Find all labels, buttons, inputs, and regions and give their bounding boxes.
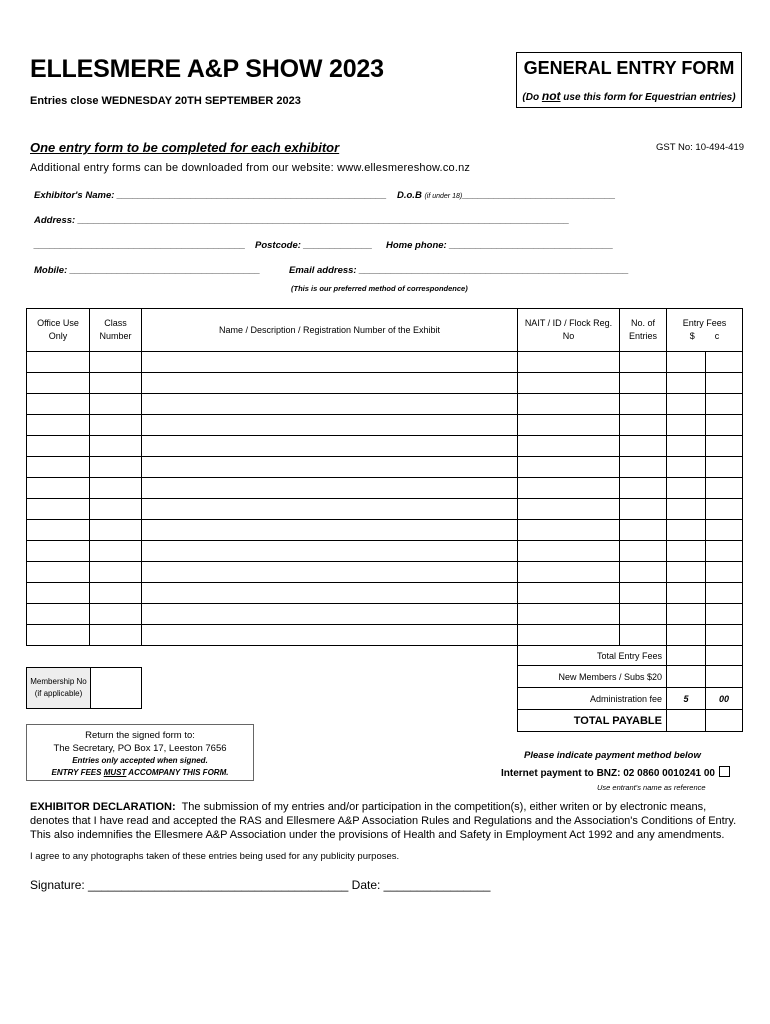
new-members-label: New Members / Subs $20 <box>518 666 667 688</box>
table-row[interactable] <box>27 373 743 394</box>
admin-fee-label: Administration fee <box>518 688 667 710</box>
table-row[interactable] <box>27 541 743 562</box>
declaration-heading: EXHIBITOR DECLARATION: <box>30 801 176 813</box>
admin-fee-cents: 00 <box>706 688 743 710</box>
new-members-cents[interactable] <box>706 666 743 688</box>
form-type-box <box>516 52 742 108</box>
home-phone-field[interactable]: Home phone: _______________________________ <box>386 240 614 251</box>
admin-fee-dollars: 5 <box>667 688 706 710</box>
table-row[interactable] <box>27 604 743 625</box>
reference-note: Use entrant's name as reference <box>597 783 706 792</box>
page-title: ELLESMERE A&P SHOW 2023 <box>30 55 384 83</box>
table-row[interactable] <box>27 352 743 373</box>
table-row[interactable] <box>27 478 743 499</box>
bnz-payment-details: Internet payment to BNZ: 02 0860 0010241 00 <box>501 768 715 779</box>
col-exhibit-name: Name / Description / Registration Number of the Exhibit <box>142 309 518 352</box>
postcode-field[interactable]: Postcode: _____________ <box>255 240 373 251</box>
signed-notice: Entries only accepted when signed. <box>72 756 208 765</box>
address-field[interactable]: Address: _____________________________________________________________________________________________ <box>34 215 570 226</box>
gst-number: GST No: 10-494-419 <box>656 142 745 153</box>
table-row[interactable] <box>27 583 743 604</box>
preferred-correspondence-note: (This is our preferred method of correspondence) <box>291 284 468 293</box>
total-entry-fees-row <box>27 646 743 666</box>
table-row[interactable] <box>27 499 743 520</box>
additional-forms-note: Additional entry forms can be downloaded from our website: www.ellesmereshow.co.nz <box>30 162 471 174</box>
bnz-payment-checkbox[interactable] <box>719 766 730 777</box>
fees-notice: ENTRY FEES MUST ACCOMPANY THIS FORM. <box>51 768 229 777</box>
exhibitor-name-field[interactable]: Exhibitor's Name: ___________________________________________________ <box>34 190 387 201</box>
total-payable-dollars[interactable] <box>667 710 706 732</box>
table-row[interactable] <box>27 520 743 541</box>
table-row[interactable] <box>27 436 743 457</box>
dob-field[interactable]: D.o.B (if under 18)_____________________________ <box>397 190 616 201</box>
entries-close-date: Entries close WEDNESDAY 20TH SEPTEMBER 2023 <box>30 95 301 107</box>
table-row[interactable] <box>27 562 743 583</box>
declaration-text: The submission of my entries and/or participation in the competition(s), either writen or by electronic means, denotes that I have read and accepted the RAS and Ellesmere A&P Association Rules and Regulations and the Association's Conditions of Entry. This also indemnifies the Ellesmere A&P Association under the provisions of Health and Safety in Employment Act 1992 and any amendments. <box>30 801 737 841</box>
return-address: The Secretary, PO Box 17, Leeston 7656 <box>53 743 227 754</box>
email-field[interactable]: Email address: ___________________________________________________ <box>289 265 629 276</box>
address-line-2[interactable]: ________________________________________ <box>34 240 246 251</box>
total-payable-cents[interactable] <box>706 710 743 732</box>
table-row[interactable] <box>27 394 743 415</box>
payment-method-prompt: Please indicate payment method below <box>524 750 701 761</box>
total-payable-label: TOTAL PAYABLE <box>518 710 667 732</box>
membership-label: Membership No (if applicable) <box>27 668 91 708</box>
membership-box <box>26 667 142 709</box>
table-row[interactable] <box>27 457 743 478</box>
return-line-1: Return the signed form to: <box>85 730 195 741</box>
table-header-row <box>27 309 743 352</box>
col-no-entries: No. of Entries <box>620 309 667 352</box>
one-entry-notice: One entry form to be completed for each exhibitor <box>30 140 340 155</box>
photo-consent: I agree to any photographs taken of these entries being used for any publicity purposes. <box>30 851 400 862</box>
exhibitor-declaration <box>30 800 742 842</box>
table-row[interactable] <box>27 625 743 646</box>
membership-number-input[interactable] <box>92 668 141 708</box>
form-type-title: GENERAL ENTRY FORM <box>523 58 735 78</box>
mobile-field[interactable]: Mobile: ____________________________________ <box>34 265 261 276</box>
total-entry-fees-label: Total Entry Fees <box>518 646 667 666</box>
col-class-number: Class Number <box>90 309 142 352</box>
return-instructions-box <box>26 724 254 781</box>
total-entry-fees-dollars[interactable] <box>667 646 706 666</box>
col-nait: NAIT / ID / Flock Reg. No <box>518 309 620 352</box>
table-row[interactable] <box>27 415 743 436</box>
form-type-note: (Do not use this form for Equestrian entries) <box>522 89 736 103</box>
signature-date-line[interactable]: Signature: _______________________________________ Date: ________________ <box>30 878 491 892</box>
col-entry-fees: Entry Fees $ c <box>667 309 743 352</box>
col-office-use: Office Use Only <box>27 309 90 352</box>
total-entry-fees-cents[interactable] <box>706 646 743 666</box>
new-members-dollars[interactable] <box>667 666 706 688</box>
